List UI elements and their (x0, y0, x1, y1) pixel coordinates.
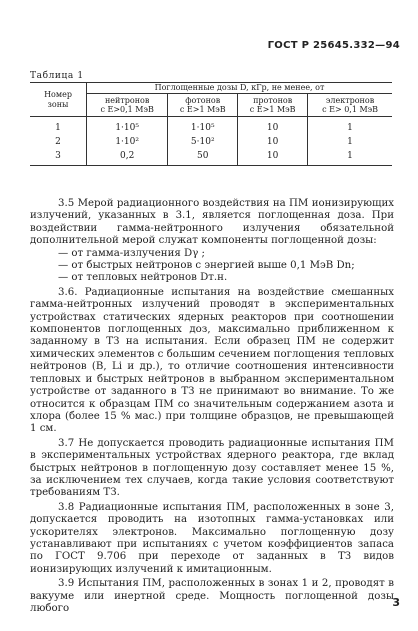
table-cell: 1·10⁵ (168, 117, 238, 136)
table-cell: 10 (238, 117, 308, 136)
table-cell: 50 (168, 149, 238, 166)
list-item-fast-neutrons: — от быстрых нейтронов с энергией выше 0,1 МэВ Dn; (58, 260, 355, 272)
photons-column-header: фотонов с E>1 МэВ (168, 94, 238, 117)
paragraph-3-8: 3.8 Радиационные испытания ПМ, расположенных в зоне 3, допускается проводить на изотопных гамма-установках или ускорителях электронов. Максимально поглощенную дозу устанавливают при испытаниях с учетом коэффициентов запаса по ГОСТ 9.706 при переходе от заданных в ТЗ видов ионизирующих излучений к имитационным. (30, 501, 394, 575)
table-cell: 0,2 (87, 149, 168, 166)
list-item-thermal-neutrons: — от тепловых нейтронов Dт.н. (58, 272, 228, 284)
paragraph-3-9: 3.9 Испытания ПМ, расположенных в зонах 1 и 2, проводят в вакууме или инертной среде. Мощность поглощенной дозы любого (30, 578, 394, 614)
table-row (30, 135, 392, 149)
neutrons-column-header: нейтронов с E>0,1 МэВ (87, 94, 168, 117)
zone-column-header: Номер зоны (30, 83, 87, 117)
table-cell: 1·10² (87, 135, 168, 149)
page-number: 3 (392, 596, 400, 609)
body-text (30, 198, 394, 615)
paragraph-3-6: 3.6. Радиационные испытания на воздействие смешанных гамма-нейтронных излучений проводят в экспериментальных устройствах статических ядерных реакторов при соотношении компонентов поглощенных доз, максимально приближенном к заданному в ТЗ на испытания. Если образец ПМ не содержит химических элементов с большим сечением поглощения тепловых нейтронов (В, Li и др.), то отличие соотношения интенсивности тепловых и быстрых нейтронов в выбранном экспериментальном устройстве от заданного в ТЗ не принимают во внимание. То же относится к образцам ПМ со значительным содержанием азота и хлора (более 15 % мас.) при толщине образцов, не превышающей 1 см. (30, 286, 394, 435)
table-row (30, 149, 392, 166)
table-cell: 10 (238, 149, 308, 166)
dose-group-header: Поглощенные дозы D, кГр, не менее, от (87, 83, 393, 94)
table-cell: 1·10⁵ (87, 117, 168, 136)
paragraph-3-7: 3.7 Не допускается проводить радиационные испытания ПМ в экспериментальных устройствах ядерного реактора, где вклад быстрых нейтронов в поглощенную дозу составляет менее 15 %, за исключением тех случаев, когда такие условия соответствуют требованиям ТЗ. (30, 437, 394, 499)
table-cell: 1 (30, 117, 87, 136)
table-caption: Таблица 1 (30, 71, 84, 81)
standard-header: ГОСТ Р 25645.332—94 (267, 40, 400, 51)
paragraph-3-5: 3.5 Мерой радиационного воздействия на ПМ ионизирующих излучений, указанных в 3.1, является поглощенная доза. При воздействии гамма-нейтронного излучения обязательной дополнительной мерой служат компоненты поглощенной дозы: (30, 198, 394, 247)
table-cell: 1 (347, 122, 353, 133)
table-cell: 1 (347, 136, 353, 147)
electrons-column-header: электронов с E> 0,1 МэВ (308, 94, 392, 117)
protons-column-header: протонов с E>1 МэВ (238, 94, 308, 117)
table-cell: 3 (30, 149, 87, 166)
list-item-gamma: — от гамма-излучения Dγ ; (58, 247, 205, 259)
table-cell: 5·10² (168, 135, 238, 149)
table-row (30, 117, 392, 136)
table-cell: 2 (30, 135, 87, 149)
dose-table (30, 82, 392, 166)
table-cell: 10 (238, 135, 308, 149)
table-cell: 1 (308, 149, 392, 166)
